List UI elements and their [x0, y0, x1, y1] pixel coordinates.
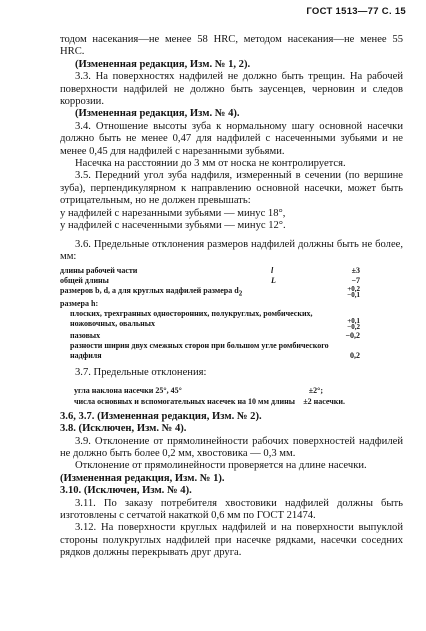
- clause-3-12: 3.12. На поверхности круглых надфилей и на поверхности выпуклой стороны полукруглых надфилей при насечке рядками, насечки соседних рядков должны перекрывать друг друга.: [60, 522, 403, 559]
- clause-3-9-note: Отклонение от прямолинейности проверяется на длине насечки.: [75, 460, 367, 472]
- tolerance-row: [60, 299, 403, 309]
- row-symbol: l: [271, 266, 274, 276]
- clause-3-4-note: Насечка на расстоянии до 3 мм от носка не контролируется.: [75, 158, 346, 170]
- tolerance-row: [60, 266, 403, 276]
- tolerance-row: [60, 397, 403, 407]
- row-value: ±3: [351, 266, 360, 276]
- tolerance-row: [60, 309, 403, 332]
- clause-3-11: 3.11. По заказу потребителя хвостовики надфилей должны быть изготовлены с сетчатой накаткой 0,6 мм по ГОСТ 21474.: [60, 497, 403, 521]
- clause-3-3: 3.3. На поверхностях надфилей не должно быть трещин. На рабочей поверхности надфилей не должно быть заусенцев, черновин и следов коррозии.: [60, 71, 403, 108]
- tolerance-row: [60, 286, 403, 299]
- tolerance-list-3-6: [60, 266, 403, 361]
- row-value: −7: [351, 276, 360, 286]
- clause-3-7: 3.7. Предельные отклонения:: [75, 367, 207, 379]
- edit-note-3: (Измененная редакция, Изм. № 1).: [60, 472, 225, 484]
- row-value: ±2°;: [308, 385, 323, 395]
- row-label: размера h:: [60, 299, 99, 309]
- row-value: ±2 насечки.: [303, 396, 345, 406]
- intro-paragraph: тодом насекания—не менее 58 HRC, методом насекания—не менее 55 HRC.: [60, 34, 403, 58]
- row-label: пазовых: [70, 331, 101, 341]
- tolerance-row: [60, 386, 403, 397]
- clause-3-6: 3.6. Предельные отклонения размеров надфилей должны быть не более, мм:: [60, 238, 403, 262]
- tolerance-upper: +0,2: [347, 285, 360, 294]
- row-label: угла наклона насечки 25°, 45°: [74, 385, 182, 395]
- row-value: −0,2: [345, 331, 360, 341]
- clause-3-8: 3.8. (Исключен, Изм. № 4).: [60, 423, 187, 435]
- row-label: плоских, трехгранных односторонних, полукруглых, ромбических, ножовочных, овальных: [70, 309, 313, 329]
- clause-3-5-item-a: у надфилей с нарезанными зубьями — минус 18°,: [60, 207, 286, 219]
- tolerance-lower: −0,2: [347, 323, 360, 332]
- row-value: 0,2: [350, 351, 360, 361]
- document-body: [60, 34, 403, 560]
- edit-note-2: (Измененная редакция, Изм. № 4).: [75, 108, 240, 120]
- clause-3-9: 3.9. Отклонение от прямолинейности рабочих поверхностей надфилей не должно быть более 0,2 мм, хвостовика — 0,3 мм.: [60, 435, 403, 459]
- row-label: размеров b, d, а для круглых надфилей размера d: [60, 286, 239, 296]
- clause-3-10: 3.10. (Исключен, Изм. № 4).: [60, 485, 192, 497]
- row-symbol: L: [271, 276, 276, 286]
- tolerance-upper: +0,1: [347, 317, 360, 326]
- row-label: разности ширин двух смежных сторон при большом угле ромбического надфиля: [70, 341, 329, 361]
- row-tolerance: [347, 286, 360, 298]
- row-label: числа основных и вспомогательных насечек на 10 мм длины: [74, 396, 295, 406]
- tolerance-list-3-7: [60, 386, 403, 407]
- row-subscript: 2: [238, 289, 243, 298]
- edit-note-1: (Измененная редакция, Изм. № 1, 2).: [75, 58, 251, 70]
- clause-3-5: 3.5. Передний угол зуба надфиля, измеренный в сечении (по вершине зуба), перпендикулярном к направлению основной насечки, может быть отрицательным, но не должен превышать:: [60, 170, 403, 207]
- clause-3-5-item-b: у надфилей с насеченными зубьями — минус 12°.: [60, 220, 286, 232]
- tolerance-row: [60, 341, 403, 361]
- row-label: общей длины: [60, 276, 109, 286]
- tolerance-lower: −0,1: [347, 291, 360, 300]
- edit-note-3-6-3-7: 3.6, 3.7. (Измененная редакция, Изм. № 2).: [60, 410, 262, 422]
- tolerance-row: [60, 331, 403, 341]
- row-label: длины рабочей части: [60, 266, 138, 276]
- page-header: ГОСТ 1513—77 С. 15: [306, 6, 406, 17]
- row-tolerance: [347, 318, 360, 330]
- clause-3-4: 3.4. Отношение высоты зуба к нормальному шагу основной насечки должно быть не менее 0,47 для надфилей с насеченными зубьями и не менее 0,45 для надфилей с нарезанными зубьями.: [60, 120, 403, 157]
